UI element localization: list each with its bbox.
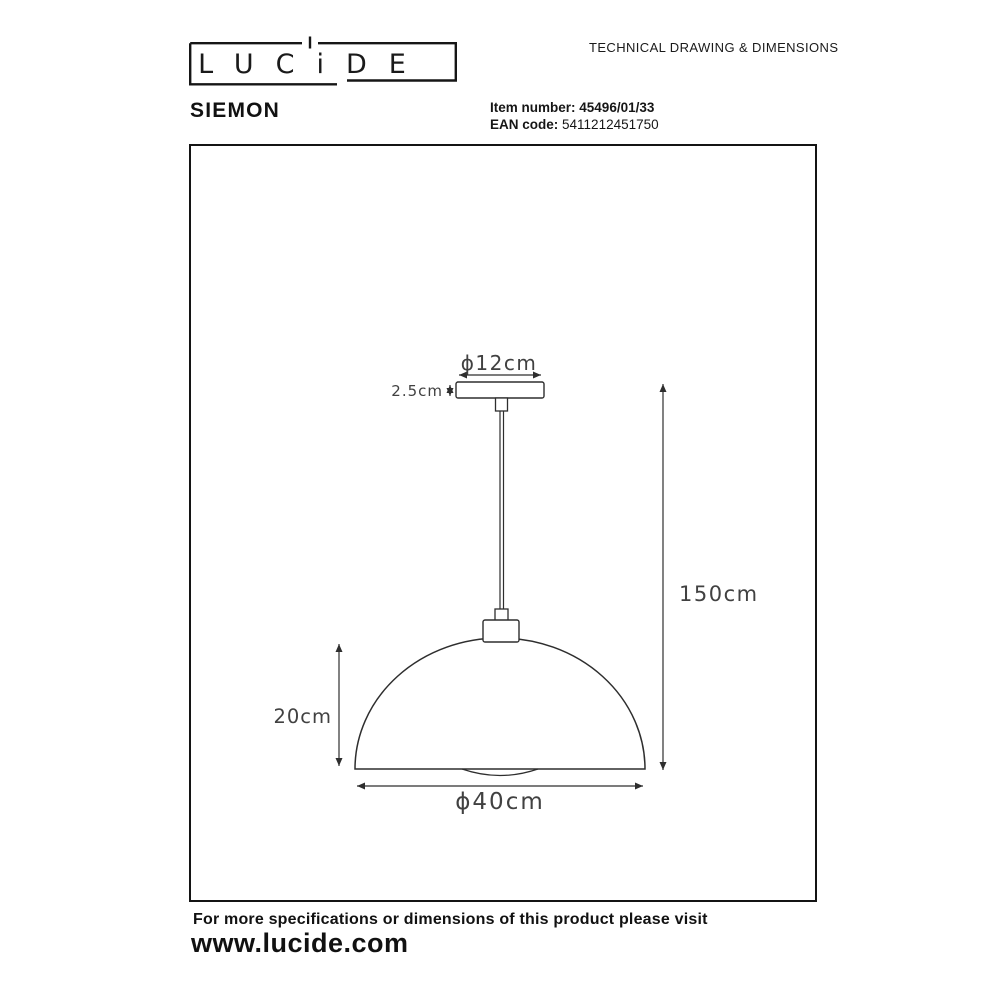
item-number-value: 45496/01/33 (579, 100, 655, 115)
product-name: SIEMON (190, 99, 281, 122)
ean-value: 5411212451750 (562, 117, 659, 132)
lamp-socket (483, 620, 519, 642)
footer-note: For more specifications or dimensions of this product please visit (193, 911, 708, 928)
shade-diameter-label: ϕ40cm (455, 789, 545, 815)
ean-line (490, 116, 659, 133)
lamp-shade-dome (355, 638, 645, 769)
logo-letters: LUCiDE (198, 49, 428, 80)
item-meta-block (490, 99, 659, 133)
canopy-height-label: 2.5cm (391, 382, 443, 400)
ceiling-canopy (456, 382, 544, 398)
ean-label: EAN code: (490, 117, 559, 132)
item-number-line (490, 99, 659, 116)
bulb-arc (462, 769, 538, 776)
technical-drawing (189, 144, 815, 900)
footer-website: www.lucide.com (191, 928, 409, 958)
canopy-diameter-label: ϕ12cm (460, 351, 538, 375)
shade-height-label: 20cm (273, 705, 332, 728)
brand-logo (189, 36, 461, 92)
canopy-connector (496, 398, 508, 411)
total-height-label: 150cm (679, 582, 759, 606)
doc-title: TECHNICAL DRAWING & DIMENSIONS (589, 40, 839, 55)
item-number-label: Item number: (490, 100, 576, 115)
